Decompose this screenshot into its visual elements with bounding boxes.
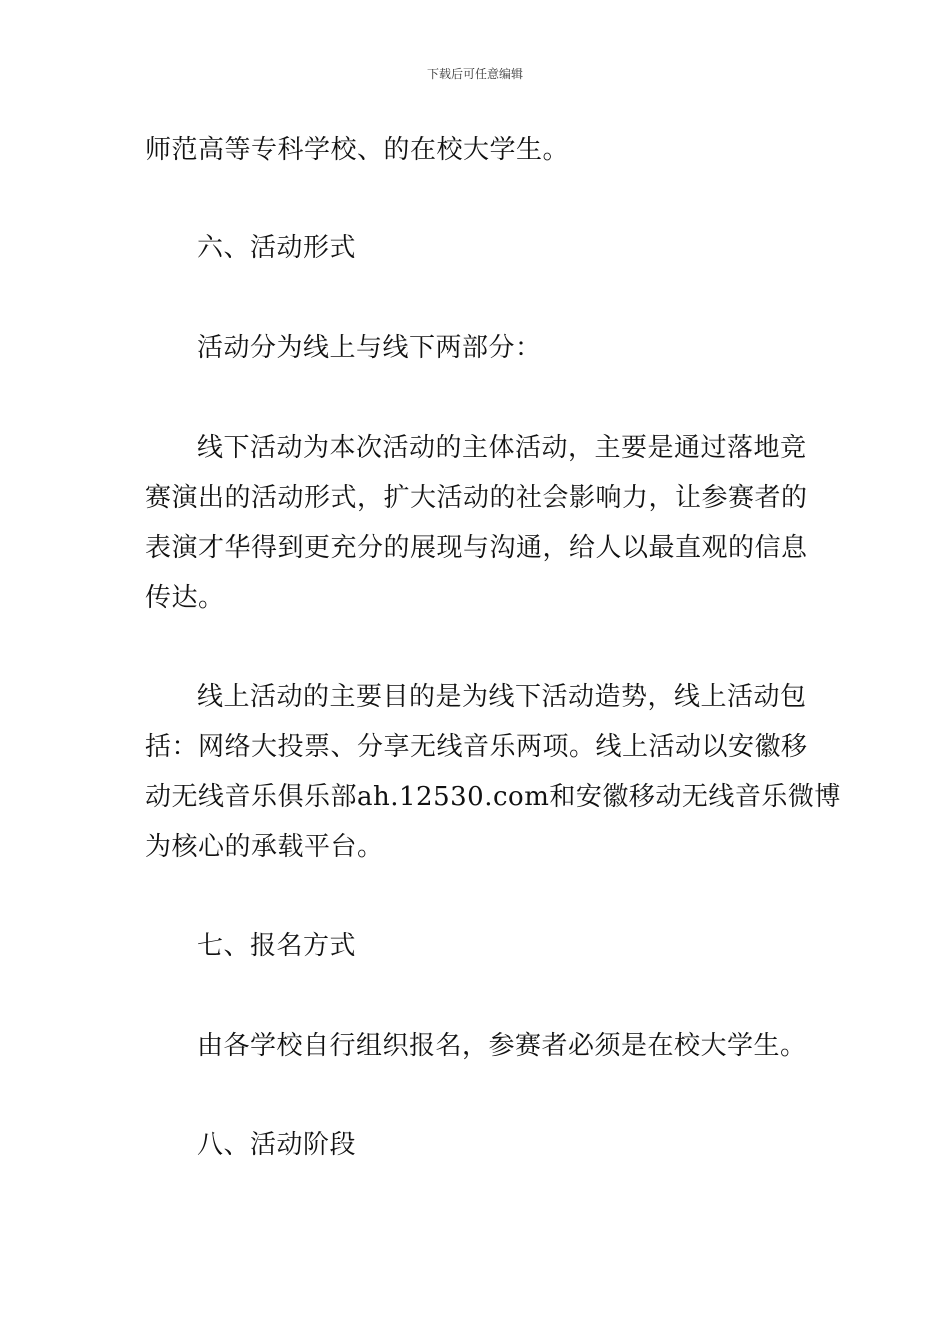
text-line: 师范高等专科学校、的在校大学生。 [145, 135, 570, 165]
text-line: 传达。 [145, 583, 225, 613]
text-line: 线上活动的主要目的是为线下活动造势，线上活动包 [197, 682, 807, 712]
text-line: 由各学校自行组织报名，参赛者必须是在校大学生。 [197, 1031, 807, 1061]
text-line: 活动分为线上与线下两部分： [197, 333, 542, 363]
text-line: 线下活动为本次活动的主体活动，主要是通过落地竞 [197, 433, 807, 463]
page-header-note: 下载后可任意编辑 [426, 67, 523, 81]
section-heading: 六、活动形式 [197, 233, 357, 263]
text-line: 为核心的承载平台。 [145, 832, 384, 862]
text-line: 表演才华得到更充分的展现与沟通，给人以最直观的信息 [145, 533, 808, 563]
text-line: 赛演出的活动形式，扩大活动的社会影响力，让参赛者的 [145, 483, 808, 513]
text-line: 动无线音乐俱乐部ah.12530.com和安徽移动无线音乐微博 [145, 782, 841, 812]
section-heading: 七、报名方式 [197, 931, 357, 961]
section-heading: 八、活动阶段 [197, 1130, 357, 1160]
text-line: 括：网络大投票、分享无线音乐两项。线上活动以安徽移 [145, 732, 808, 762]
